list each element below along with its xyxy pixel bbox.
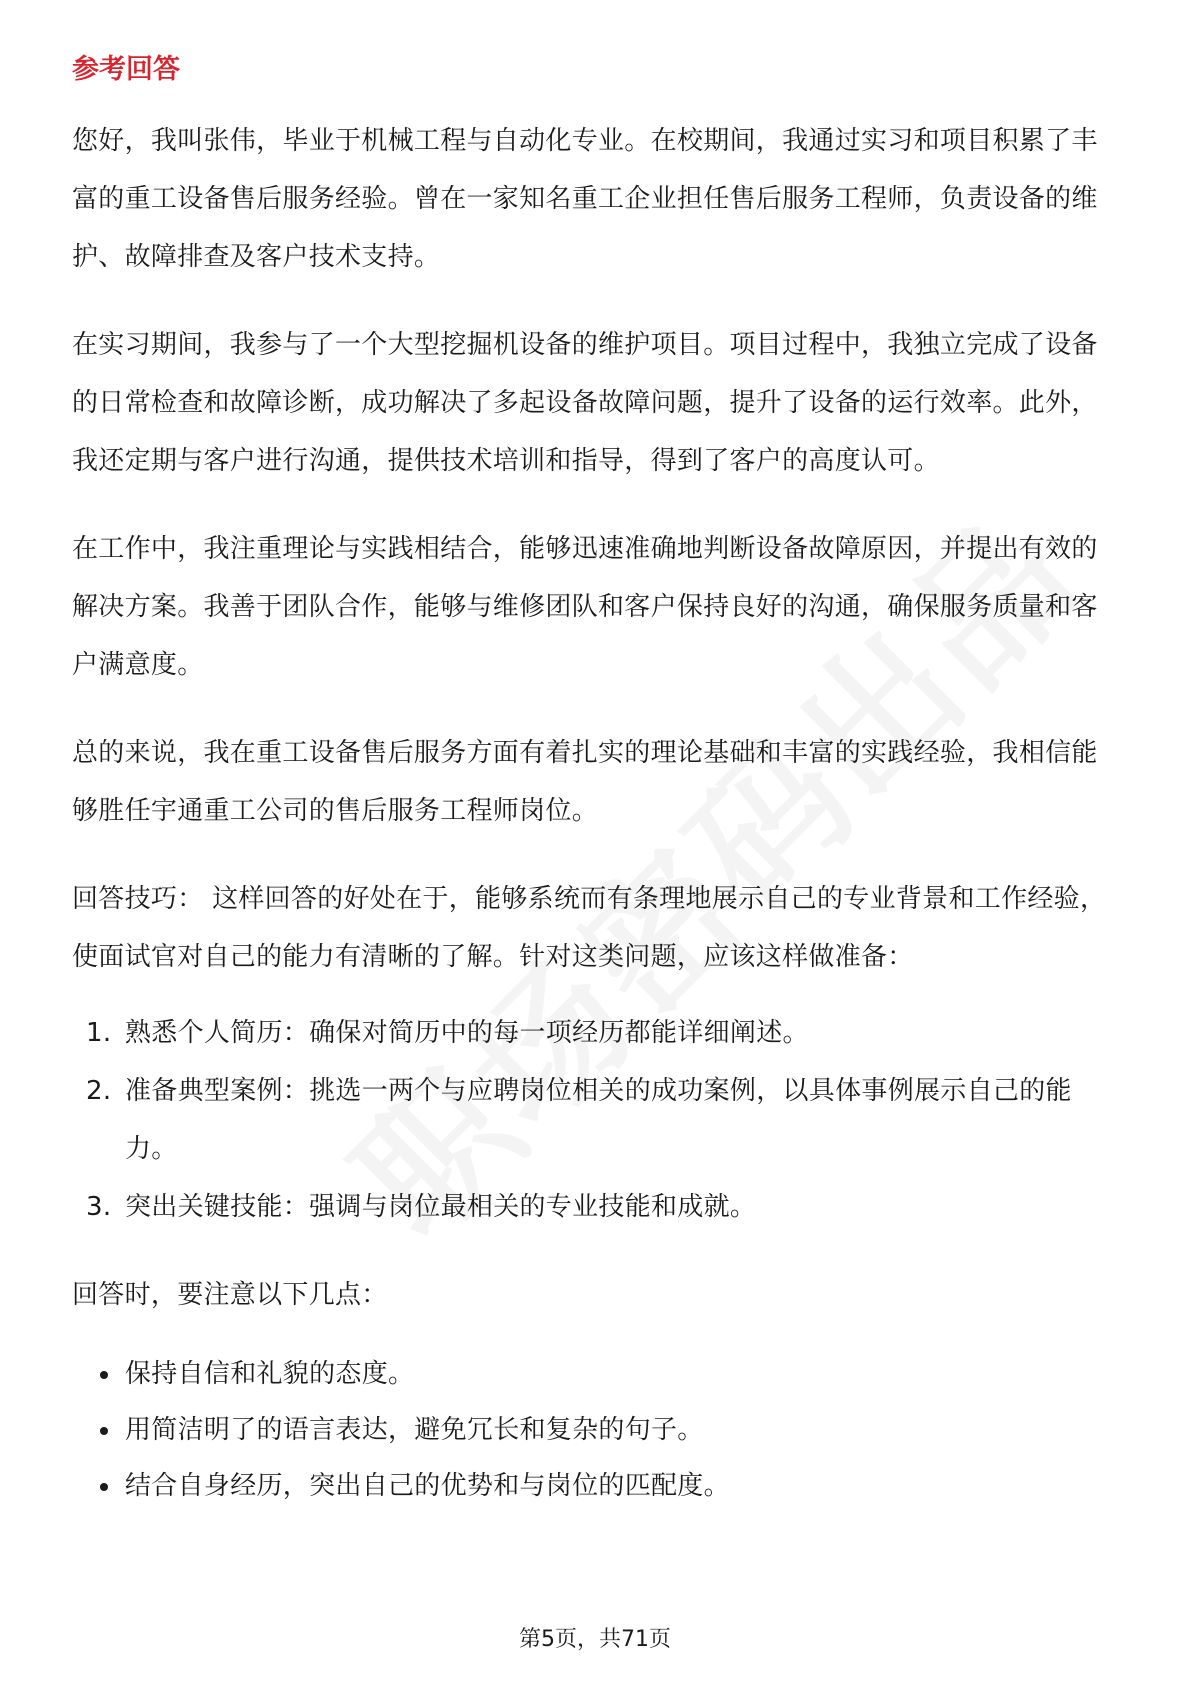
bullet-icon (100, 1483, 108, 1491)
bullet-item (72, 1346, 1122, 1402)
list-item (72, 1004, 1122, 1062)
paragraph-intro: 您好，我叫张伟，毕业于机械工程与自动化专业。在校期间，我通过实习和项目积累了丰富的重工设备售后服务经验。曾在一家知名重工企业担任售后服务工程师，负责设备的维护、故障排查及客户技术支持。 (72, 126, 1098, 272)
bullet-item (72, 1458, 1122, 1514)
list-item-text: 准备典型案例：挑选一两个与应聘岗位相关的成功案例，以具体事例展示自己的能力。 (125, 1076, 1072, 1164)
numbered-list (72, 1004, 1122, 1236)
list-item (72, 1062, 1122, 1178)
bullet-item-text: 用简洁明了的语言表达，避免冗长和复杂的句子。 (125, 1415, 704, 1445)
page-content (72, 48, 1122, 1514)
list-item-text: 熟悉个人简历：确保对简历中的每一项经历都能详细阐述。 (125, 1018, 809, 1048)
list-number: 1. (86, 1018, 112, 1048)
list-item-text: 突出关键技能：强调与岗位最相关的专业技能和成就。 (125, 1192, 757, 1222)
bullet-icon (100, 1371, 108, 1379)
paragraph-summary: 总的来说，我在重工设备售后服务方面有着扎实的理论基础和丰富的实践经验，我相信能够胜任宇通重工公司的售后服务工程师岗位。 (72, 738, 1098, 826)
list-number: 3. (86, 1192, 112, 1222)
bullet-list (72, 1346, 1122, 1514)
bullet-item-text: 结合自身经历，突出自己的优势和与岗位的匹配度。 (125, 1471, 730, 1501)
bullet-item-text: 保持自信和礼貌的态度。 (125, 1359, 415, 1389)
paragraph-tips: 回答技巧： 这样回答的好处在于，能够系统而有条理地展示自己的专业背景和工作经验，使面试官对自己的能力有清晰的了解。针对这类问题，应该这样做准备： (72, 884, 1107, 972)
paragraph-work: 在工作中，我注重理论与实践相结合，能够迅速准确地判断设备故障原因，并提出有效的解决方案。我善于团队合作，能够与维修团队和客户保持良好的沟通，确保服务质量和客户满意度。 (72, 534, 1098, 680)
paragraph-notes-intro: 回答时，要注意以下几点： (72, 1280, 388, 1310)
list-number: 2. (86, 1076, 112, 1106)
bullet-item (72, 1402, 1122, 1458)
page-footer: 第5页，共71页 (519, 1627, 671, 1652)
section-heading: 参考回答 (72, 54, 180, 85)
list-item (72, 1178, 1122, 1236)
paragraph-internship: 在实习期间，我参与了一个大型挖掘机设备的维护项目。项目过程中，我独立完成了设备的日常检查和故障诊断，成功解决了多起设备故障问题，提升了设备的运行效率。此外，我还定期与客户进行沟通，提供技术培训和指导，得到了客户的高度认可。 (72, 330, 1098, 476)
bullet-icon (100, 1427, 108, 1435)
